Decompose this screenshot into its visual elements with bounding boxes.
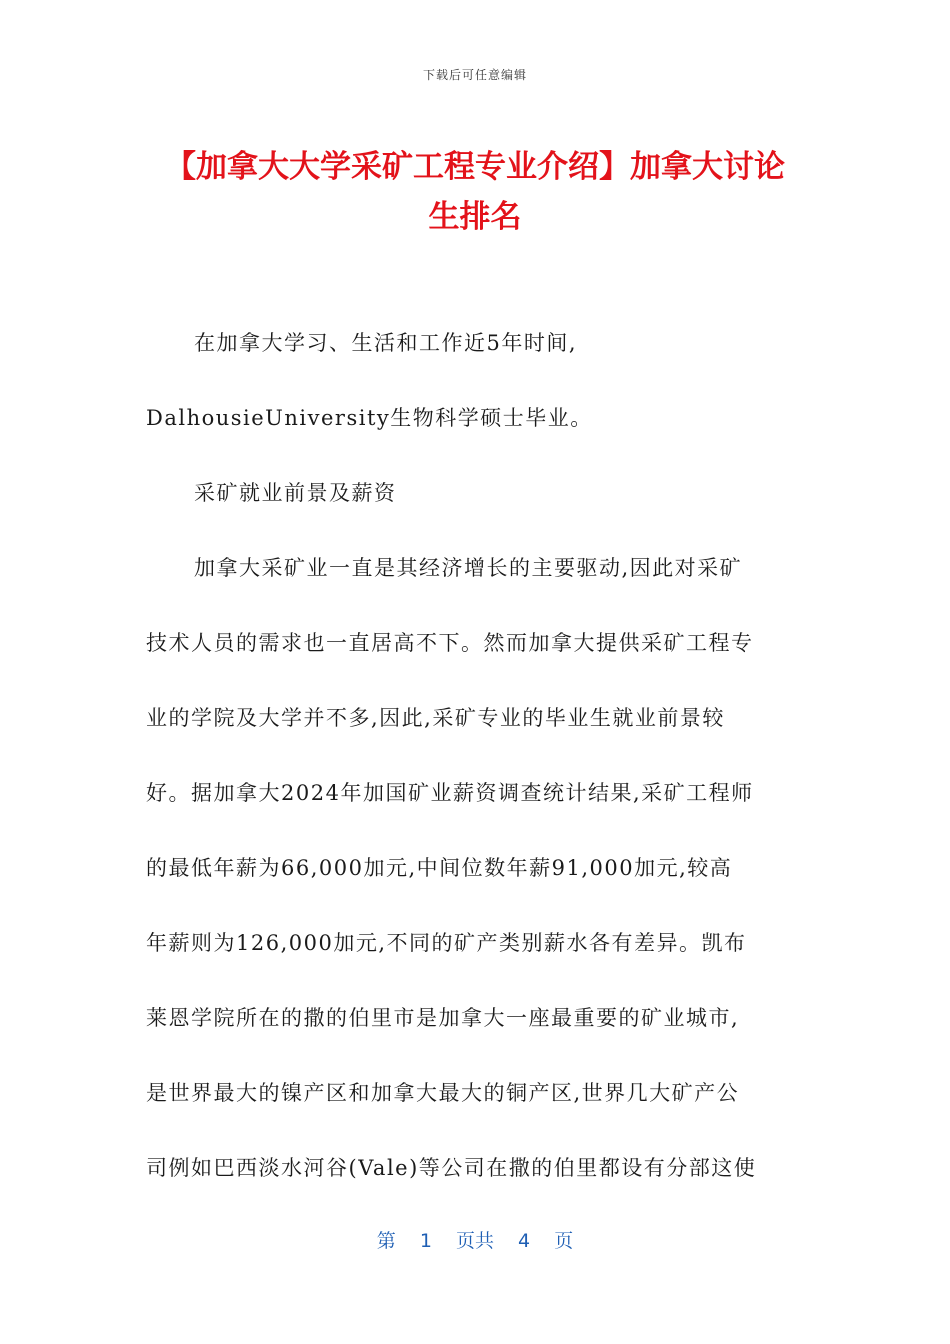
paragraph-line: 莱恩学院所在的撒的伯里市是加拿大一座最重要的矿业城市, bbox=[146, 1006, 740, 1030]
document-title: 【加拿大大学采矿工程专业介绍】加拿大讨论生排名 bbox=[165, 149, 785, 235]
paragraph-line: 好。据加拿大2024年加国矿业薪资调查统计结果,采矿工程师 bbox=[146, 781, 754, 805]
paragraph-body bbox=[146, 531, 806, 1206]
page-prefix: 第 bbox=[376, 1230, 396, 1252]
header-note: 下载后可任意编辑 bbox=[422, 68, 527, 82]
paragraph-line: 加拿大采矿业一直是其经济增长的主要驱动,因此对采矿 bbox=[194, 556, 743, 580]
page-suffix: 页 bbox=[554, 1230, 574, 1252]
paragraph-line: 采矿就业前景及薪资 bbox=[194, 481, 397, 505]
paragraph-line: 是世界最大的镍产区和加拿大最大的铜产区,世界几大矿产公 bbox=[146, 1081, 740, 1105]
paragraph-line: 司例如巴西淡水河谷(Vale)等公司在撒的伯里都设有分部这使 bbox=[146, 1156, 757, 1180]
paragraph-intro bbox=[146, 306, 806, 456]
paragraph-line: 的最低年薪为66,000加元,中间位数年薪91,000加元,较高 bbox=[146, 856, 733, 880]
page-number-footer bbox=[0, 1226, 950, 1253]
page-current: 1 bbox=[419, 1230, 432, 1252]
section-heading bbox=[146, 456, 806, 531]
paragraph-line: 在加拿大学习、生活和工作近5年时间, bbox=[194, 331, 578, 355]
page-middle: 页共 bbox=[455, 1230, 494, 1252]
paragraph-line: 业的学院及大学并不多,因此,采矿专业的毕业生就业前景较 bbox=[146, 706, 725, 730]
paragraph-line: DalhousieUniversity生物科学硕士毕业。 bbox=[146, 406, 593, 430]
paragraph-line: 技术人员的需求也一直居高不下。然而加拿大提供采矿工程专 bbox=[146, 631, 754, 655]
page-total: 4 bbox=[518, 1230, 531, 1252]
paragraph-line: 年薪则为126,000加元,不同的矿产类别薪水各有差异。凯布 bbox=[146, 931, 747, 955]
